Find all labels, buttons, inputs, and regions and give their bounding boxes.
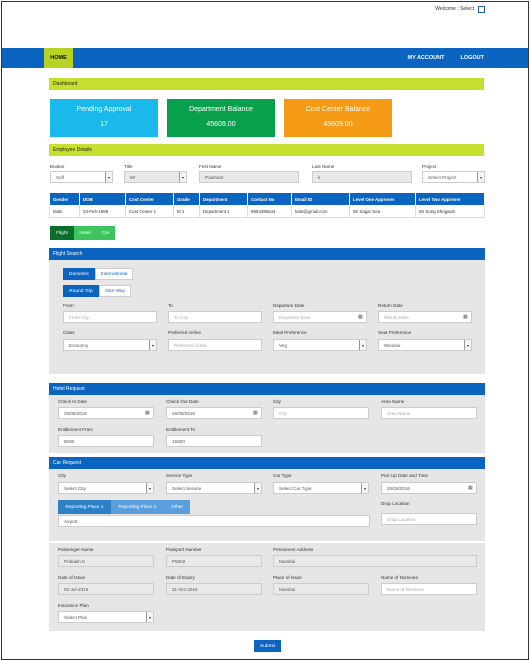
car-request-header: Car Request xyxy=(49,457,485,469)
tab-flight[interactable]: Flight xyxy=(50,226,74,240)
pickup-label: Pick Up Date and Time xyxy=(381,473,428,478)
calendar-icon[interactable]: ▦ xyxy=(253,410,258,416)
submit-button[interactable]: Submit xyxy=(254,640,281,652)
hotel-city-label: City xyxy=(273,399,281,404)
meal-select[interactable]: Veg ▾ xyxy=(273,339,367,351)
airline-label: Preferred Airline xyxy=(168,330,201,335)
first-name-field[interactable]: Prashant xyxy=(199,171,299,183)
last-name-field[interactable]: k xyxy=(312,171,412,183)
dashboard-header: Dashboard xyxy=(49,78,484,90)
chevron-down-icon: ▾ xyxy=(477,172,484,182)
passport-field[interactable]: P5002 xyxy=(166,555,262,567)
passport-label: Passport Number xyxy=(166,547,202,552)
return-label: Return Date xyxy=(378,303,403,308)
pending-approval-card[interactable] xyxy=(50,99,158,137)
to-city-input[interactable]: To City xyxy=(168,311,262,323)
service-type-label: Service Type xyxy=(166,473,193,478)
cell: 03-Feb-1999 xyxy=(80,206,126,218)
main-nav xyxy=(2,48,528,68)
booker-select[interactable]: Self ▾ xyxy=(50,171,113,183)
employee-details-header: Employee Details xyxy=(49,144,484,156)
return-date-input[interactable]: Return Date ▦ xyxy=(378,311,472,323)
to-label: To xyxy=(168,303,173,308)
area-name-input[interactable]: Area Name xyxy=(381,407,477,419)
issue-date-label: Date of Issue xyxy=(58,575,86,580)
cell: M 1 xyxy=(174,206,200,218)
checkin-date-input[interactable]: 26/08/2016 ▦ xyxy=(58,407,154,419)
chevron-down-icon: ▾ xyxy=(105,172,112,182)
card-title: Department Balance xyxy=(189,106,253,113)
address-label: Permanent Address xyxy=(273,547,314,552)
col-department: Department xyxy=(200,193,248,206)
tab-domestic[interactable]: Domestic xyxy=(63,268,95,280)
col-contact: Contact No xyxy=(248,193,292,206)
expiry-field[interactable]: 31-Oct-2018 xyxy=(166,583,262,595)
passenger-name-field[interactable]: Prakash K xyxy=(58,555,154,567)
preferred-airline-input[interactable]: Preferred Airline xyxy=(168,339,262,351)
calendar-icon[interactable]: ▦ xyxy=(145,410,150,416)
reporting-place-input[interactable]: Airport xyxy=(58,515,370,527)
area-label: Area Name xyxy=(381,399,405,404)
title-select[interactable]: Mr ▾ xyxy=(124,171,187,183)
cell: Cost Center 1 xyxy=(126,206,174,218)
tab-round-trip[interactable]: Round Trip xyxy=(63,285,99,297)
hotel-request-header: Hotel Request xyxy=(49,383,485,395)
insurance-select[interactable]: Select Plan ▾ xyxy=(58,611,154,623)
nav-logout[interactable]: LOGOUT xyxy=(460,55,484,61)
col-gender: Gender xyxy=(50,193,80,206)
cell: Mr Suraj Shrigwan xyxy=(416,206,485,218)
passenger-name-label: Passenger Name xyxy=(58,547,94,552)
tab-car[interactable]: Car xyxy=(96,226,115,240)
expiry-label: Date of Expiry xyxy=(166,575,195,580)
from-label: From xyxy=(63,303,74,308)
tab-one-way[interactable]: One Way xyxy=(99,285,131,297)
table-header-row xyxy=(50,193,485,206)
class-select[interactable]: Economy ▾ xyxy=(63,339,157,351)
chevron-down-icon: ▾ xyxy=(359,340,366,350)
calendar-icon[interactable]: ▦ xyxy=(358,314,363,320)
entitlement-from-input[interactable]: 8000 xyxy=(58,435,154,447)
welcome-text[interactable]: Welcome : Select xyxy=(435,6,474,12)
employee-table xyxy=(49,192,485,218)
col-email: Email ID xyxy=(292,193,350,206)
top-bar xyxy=(2,2,528,16)
col-grade: Grade xyxy=(174,193,200,206)
last-name-label: Last Name xyxy=(312,164,335,169)
checkout-date-input[interactable]: 26/08/2016 ▦ xyxy=(166,407,262,419)
title-label: Title xyxy=(124,164,133,169)
insurance-label: Insurance Plan xyxy=(58,603,89,608)
service-type-select[interactable]: Select Service ▾ xyxy=(166,482,262,494)
nav-my-account[interactable]: MY ACCOUNT xyxy=(407,55,445,61)
first-name-label: First Name xyxy=(199,164,222,169)
departure-date-input[interactable]: Departure Date ▦ xyxy=(273,311,367,323)
booker-label: Booker xyxy=(50,164,65,169)
car-type-select[interactable]: Select Car Type ▾ xyxy=(273,482,369,494)
tab-reporting-place-1[interactable]: Reporting Place 1 xyxy=(58,500,111,514)
chevron-down-icon: ▾ xyxy=(146,483,153,493)
cell: 9953495544 xyxy=(248,206,292,218)
tab-hotel[interactable]: Hotel xyxy=(74,226,96,240)
entitlement-to-input[interactable]: 15000 xyxy=(166,435,262,447)
table-row xyxy=(50,206,485,218)
col-cost-center: Cost Center xyxy=(126,193,174,206)
car-type-label: Car Type xyxy=(273,473,292,478)
hotel-city-input[interactable]: City xyxy=(273,407,369,419)
chevron-down-icon: ▾ xyxy=(149,340,156,350)
card-value: 17 xyxy=(100,121,108,128)
chevron-down-icon: ▾ xyxy=(361,483,368,493)
cell: Mr Sagar Sea xyxy=(350,206,416,218)
app-window xyxy=(1,1,529,660)
drop-location-label: Drop Location xyxy=(381,501,410,506)
entitlement-to-label: Entitlement To xyxy=(166,427,196,432)
cost-center-balance-card[interactable] xyxy=(284,99,392,137)
meal-label: Meal Preference xyxy=(273,330,307,335)
tab-international[interactable]: International xyxy=(95,268,133,280)
departure-label: Departure Date xyxy=(273,303,305,308)
issue-date-field[interactable]: 02-Jul-2015 xyxy=(58,583,154,595)
class-label: Class xyxy=(63,330,75,335)
entitlement-from-label: Entitlement From xyxy=(58,427,93,432)
seat-label: Seat Preference xyxy=(378,330,412,335)
tab-reporting-place-2[interactable]: Reporting Place 2 xyxy=(111,500,164,514)
seat-select[interactable]: Window ▾ xyxy=(378,339,472,351)
play-icon[interactable] xyxy=(478,6,485,13)
card-title: Pending Approval xyxy=(76,106,132,113)
car-city-select[interactable]: Select City ▾ xyxy=(58,482,154,494)
chevron-down-icon: ▾ xyxy=(254,483,261,493)
department-balance-card[interactable] xyxy=(167,99,275,137)
card-title: Cost Center Balance xyxy=(305,106,371,113)
cell: kale@gmail.com xyxy=(292,206,350,218)
nav-home[interactable]: HOME xyxy=(44,48,73,68)
address-field[interactable]: Mumbai xyxy=(273,555,477,567)
calendar-icon[interactable]: ▦ xyxy=(468,485,473,491)
calendar-icon[interactable]: ▦ xyxy=(463,314,468,320)
cell: Department 1 xyxy=(200,206,248,218)
project-select[interactable]: Select Project ▾ xyxy=(422,171,485,183)
chevron-down-icon: ▾ xyxy=(464,340,471,350)
tab-other[interactable]: Other xyxy=(164,500,190,514)
car-city-label: City xyxy=(58,473,66,478)
checkout-label: Check Out Date xyxy=(166,399,199,404)
cell: Male xyxy=(50,206,80,218)
flight-search-header: Flight Search xyxy=(49,248,485,260)
chevron-down-icon: ▾ xyxy=(179,172,186,182)
from-city-input[interactable]: From City xyxy=(63,311,157,323)
col-level-one: Level One Approver xyxy=(350,193,416,206)
checkin-label: Check In Date xyxy=(58,399,88,404)
chevron-down-icon: ▾ xyxy=(146,612,153,622)
card-value: 45609.00 xyxy=(206,121,236,128)
card-value: 45609.00 xyxy=(323,121,353,128)
issue-place-field[interactable]: Mumbai xyxy=(273,583,369,595)
nominee-input[interactable]: Name of Nominee xyxy=(381,583,477,595)
project-label: Project xyxy=(422,164,437,169)
nominee-label: Name of Nominee xyxy=(381,575,419,580)
issue-place-label: Place of Issue xyxy=(273,575,302,580)
col-dob: DOB xyxy=(80,193,126,206)
col-level-two: Level Two Approver xyxy=(416,193,485,206)
pickup-date-input[interactable]: 26/08/2016 ▦ xyxy=(381,482,477,494)
drop-location-input[interactable]: Drop Location xyxy=(381,513,477,525)
